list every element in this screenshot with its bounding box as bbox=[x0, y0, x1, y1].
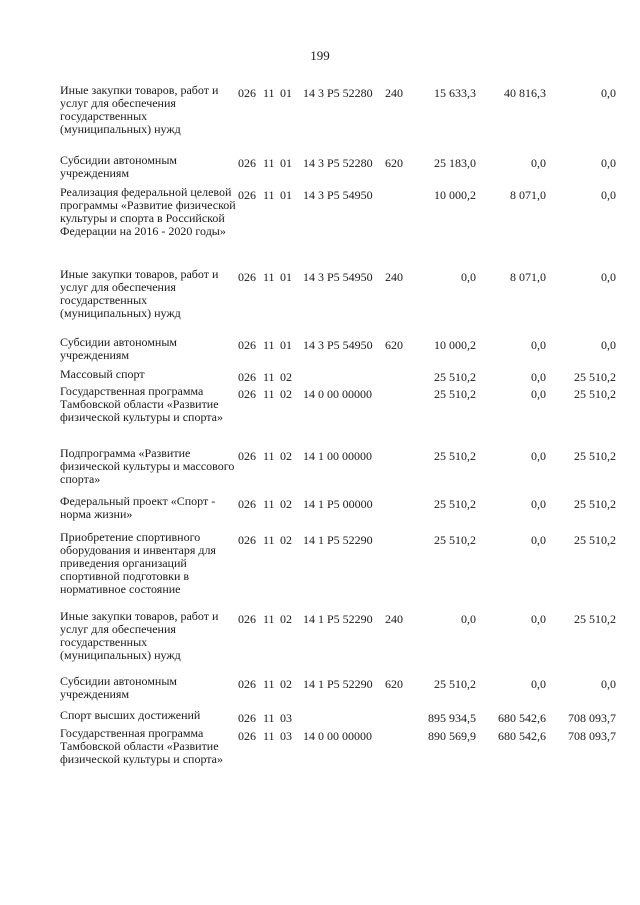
subsection-code: 01 bbox=[280, 86, 292, 100]
subsection-code: 01 bbox=[280, 270, 292, 284]
target-article-code: 14 0 00 00000 bbox=[303, 387, 372, 401]
dept-code: 026 bbox=[238, 156, 256, 170]
target-article-code: 14 1 Р5 00000 bbox=[303, 497, 373, 511]
section-code: 11 bbox=[263, 86, 275, 100]
budget-table bbox=[0, 84, 640, 789]
amount-3: 0,0 bbox=[601, 270, 616, 284]
expense-type-code: 620 bbox=[385, 338, 403, 352]
dept-code: 026 bbox=[238, 86, 256, 100]
target-article-code: 14 1 Р5 52290 bbox=[303, 612, 373, 626]
amount-1: 25 183,0 bbox=[434, 156, 476, 170]
amount-3: 25 510,2 bbox=[574, 370, 616, 384]
row-name: Иные закупки товаров, работ и услуг для обеспечения государственных (муниципальных) нужд bbox=[60, 267, 219, 320]
amount-3: 25 510,2 bbox=[574, 497, 616, 511]
target-article-code: 14 3 Р5 54950 bbox=[303, 188, 373, 202]
subsection-code: 03 bbox=[280, 711, 292, 725]
row-name: Массовый спорт bbox=[60, 367, 145, 381]
amount-3: 25 510,2 bbox=[574, 387, 616, 401]
table-row bbox=[0, 84, 640, 154]
section-code: 11 bbox=[263, 370, 275, 384]
dept-code: 026 bbox=[238, 449, 256, 463]
subsection-code: 02 bbox=[280, 533, 292, 547]
row-name: Государственная программа Тамбовской области «Развитие физической культуры и спорта» bbox=[60, 384, 224, 424]
amount-3: 25 510,2 bbox=[574, 449, 616, 463]
dept-code: 026 bbox=[238, 497, 256, 511]
expense-type-code: 240 bbox=[385, 270, 403, 284]
subsection-code: 02 bbox=[280, 370, 292, 384]
table-row bbox=[0, 336, 640, 368]
amount-2: 0,0 bbox=[531, 449, 546, 463]
amount-2: 0,0 bbox=[531, 497, 546, 511]
amount-2: 0,0 bbox=[531, 533, 546, 547]
table-row bbox=[0, 495, 640, 531]
dept-code: 026 bbox=[238, 711, 256, 725]
target-article-code: 14 3 Р5 54950 bbox=[303, 338, 373, 352]
amount-1: 15 633,3 bbox=[434, 86, 476, 100]
amount-1: 25 510,2 bbox=[434, 533, 476, 547]
expense-type-code: 240 bbox=[385, 612, 403, 626]
amount-1: 25 510,2 bbox=[434, 387, 476, 401]
dept-code: 026 bbox=[238, 338, 256, 352]
expense-type-code: 620 bbox=[385, 677, 403, 691]
amount-2: 0,0 bbox=[531, 612, 546, 626]
subsection-code: 02 bbox=[280, 387, 292, 401]
amount-3: 0,0 bbox=[601, 338, 616, 352]
expense-type-code: 240 bbox=[385, 86, 403, 100]
amount-3: 708 093,7 bbox=[568, 711, 616, 725]
amount-2: 0,0 bbox=[531, 387, 546, 401]
target-article-code: 14 1 Р5 52290 bbox=[303, 533, 373, 547]
dept-code: 026 bbox=[238, 533, 256, 547]
amount-1: 0,0 bbox=[461, 270, 476, 284]
table-row bbox=[0, 447, 640, 495]
amount-1: 10 000,2 bbox=[434, 338, 476, 352]
row-name: Федеральный проект «Спорт - норма жизни» bbox=[60, 494, 216, 521]
row-name: Приобретение спортивного оборудования и инвентаря для приведения организаций спортивной подготовки в нормативное состояние bbox=[60, 530, 216, 596]
table-row bbox=[0, 385, 640, 447]
amount-3: 25 510,2 bbox=[574, 612, 616, 626]
table-row bbox=[0, 709, 640, 727]
dept-code: 026 bbox=[238, 677, 256, 691]
table-row bbox=[0, 368, 640, 385]
row-name: Субсидии автономным учреждениям bbox=[60, 153, 177, 180]
row-name: Иные закупки товаров, работ и услуг для обеспечения государственных (муниципальных) нужд bbox=[60, 83, 219, 136]
amount-1: 890 569,9 bbox=[428, 729, 476, 743]
subsection-code: 01 bbox=[280, 188, 292, 202]
expense-type-code: 620 bbox=[385, 156, 403, 170]
subsection-code: 02 bbox=[280, 677, 292, 691]
amount-1: 25 510,2 bbox=[434, 370, 476, 384]
section-code: 11 bbox=[263, 188, 275, 202]
row-name: Реализация федеральной целевой программы «Развитие физической культуры и спорта в Российской Федерации на 2016 - 2020 годы» bbox=[60, 185, 236, 238]
section-code: 11 bbox=[263, 711, 275, 725]
row-name: Субсидии автономным учреждениям bbox=[60, 335, 177, 362]
amount-2: 8 071,0 bbox=[510, 270, 546, 284]
table-row bbox=[0, 531, 640, 610]
amount-3: 25 510,2 bbox=[574, 533, 616, 547]
table-row bbox=[0, 186, 640, 268]
target-article-code: 14 1 Р5 52290 bbox=[303, 677, 373, 691]
table-row bbox=[0, 675, 640, 709]
section-code: 11 bbox=[263, 270, 275, 284]
table-row bbox=[0, 154, 640, 186]
row-name: Иные закупки товаров, работ и услуг для обеспечения государственных (муниципальных) нужд bbox=[60, 609, 219, 662]
subsection-code: 02 bbox=[280, 449, 292, 463]
amount-2: 8 071,0 bbox=[510, 188, 546, 202]
amount-2: 0,0 bbox=[531, 156, 546, 170]
dept-code: 026 bbox=[238, 387, 256, 401]
section-code: 11 bbox=[263, 338, 275, 352]
page-number: 199 bbox=[310, 48, 330, 63]
dept-code: 026 bbox=[238, 612, 256, 626]
section-code: 11 bbox=[263, 729, 275, 743]
amount-3: 0,0 bbox=[601, 188, 616, 202]
amount-2: 40 816,3 bbox=[504, 86, 546, 100]
table-row bbox=[0, 268, 640, 336]
dept-code: 026 bbox=[238, 188, 256, 202]
row-name: Государственная программа Тамбовской области «Развитие физической культуры и спорта» bbox=[60, 726, 224, 766]
amount-1: 25 510,2 bbox=[434, 677, 476, 691]
amount-3: 708 093,7 bbox=[568, 729, 616, 743]
subsection-code: 02 bbox=[280, 612, 292, 626]
row-name: Подпрограмма «Развитие физической культуры и массового спорта» bbox=[60, 446, 235, 486]
target-article-code: 14 0 00 00000 bbox=[303, 729, 372, 743]
table-row bbox=[0, 727, 640, 789]
amount-3: 0,0 bbox=[601, 156, 616, 170]
section-code: 11 bbox=[263, 449, 275, 463]
amount-2: 0,0 bbox=[531, 338, 546, 352]
section-code: 11 bbox=[263, 497, 275, 511]
target-article-code: 14 1 00 00000 bbox=[303, 449, 372, 463]
subsection-code: 02 bbox=[280, 497, 292, 511]
dept-code: 026 bbox=[238, 270, 256, 284]
amount-2: 680 542,6 bbox=[498, 711, 546, 725]
target-article-code: 14 3 Р5 52280 bbox=[303, 86, 373, 100]
amount-1: 10 000,2 bbox=[434, 188, 476, 202]
amount-1: 0,0 bbox=[461, 612, 476, 626]
row-name: Субсидии автономным учреждениям bbox=[60, 674, 177, 701]
section-code: 11 bbox=[263, 533, 275, 547]
dept-code: 026 bbox=[238, 370, 256, 384]
target-article-code: 14 3 Р5 54950 bbox=[303, 270, 373, 284]
amount-2: 0,0 bbox=[531, 370, 546, 384]
target-article-code: 14 3 Р5 52280 bbox=[303, 156, 373, 170]
subsection-code: 03 bbox=[280, 729, 292, 743]
section-code: 11 bbox=[263, 156, 275, 170]
amount-2: 680 542,6 bbox=[498, 729, 546, 743]
amount-3: 0,0 bbox=[601, 86, 616, 100]
table-row bbox=[0, 610, 640, 675]
amount-2: 0,0 bbox=[531, 677, 546, 691]
section-code: 11 bbox=[263, 387, 275, 401]
amount-1: 895 934,5 bbox=[428, 711, 476, 725]
amount-3: 0,0 bbox=[601, 677, 616, 691]
dept-code: 026 bbox=[238, 729, 256, 743]
amount-1: 25 510,2 bbox=[434, 449, 476, 463]
row-name: Спорт высших достижений bbox=[60, 708, 201, 722]
amount-1: 25 510,2 bbox=[434, 497, 476, 511]
subsection-code: 01 bbox=[280, 338, 292, 352]
section-code: 11 bbox=[263, 677, 275, 691]
section-code: 11 bbox=[263, 612, 275, 626]
subsection-code: 01 bbox=[280, 156, 292, 170]
